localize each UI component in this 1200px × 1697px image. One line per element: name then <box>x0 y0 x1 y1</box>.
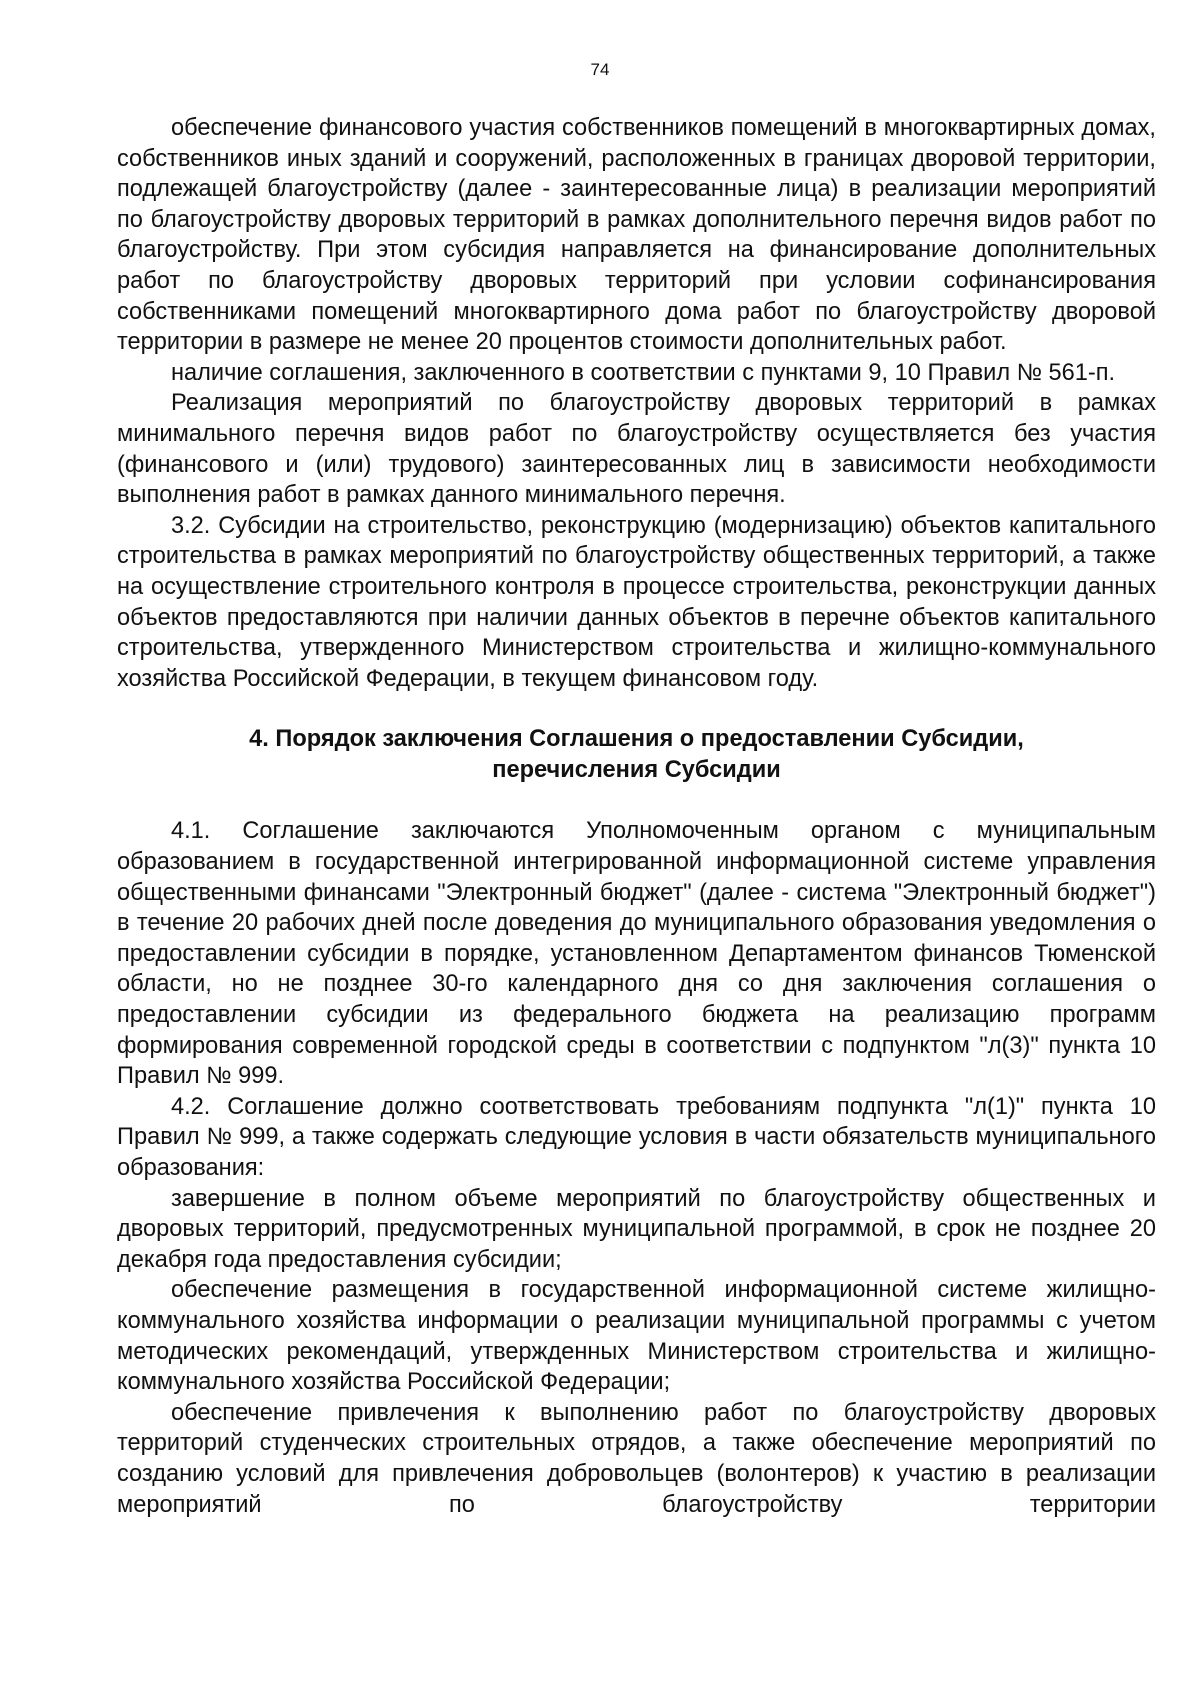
paragraph-agreement-condition: наличие соглашения, заключенного в соответствии с пунктами 9, 10 Правил № 561-п. <box>171 359 1116 386</box>
paragraph-student-teams: обеспечение привлечения к выполнению работ по благоустройству дворовых территорий студенческих строительных отрядов, а также обеспечение мероприятий по созданию условий для привлечения добровольцев (волонтеров) к участию в реализации мероприятий по благоустройству территории <box>117 1399 1156 1518</box>
paragraph-completion-term: завершение в полном объеме мероприятий по благоустройству общественных и дворовых территорий, предусмотренных муниципальной программой, в срок не позднее 20 декабря года предоставления субсидии; <box>117 1185 1156 1273</box>
section-heading-line-2: перечисления Субсидии <box>492 756 781 783</box>
paragraph-4-2: 4.2. Соглашение должно соответствовать требованиям подпункта "л(1)" пункта 10 Правил № 999, а также содержать следующие условия в части обязательств муниципального образования: <box>117 1093 1156 1181</box>
paragraph-4-1: 4.1. Соглашение заключаются Уполномоченным органом с муниципальным образованием в государственной интегрированной информационной системе управления общественными финансами "Электронный бюджет" (далее - система "Электронный бюджет") в течение 20 рабочих дней после доведения до муниципального образования уведомления о предоставлении субсидии в порядке, установленном Департаментом финансов Тюменской области, но не позднее 30-го календарного дня со дня заключения соглашения о предоставлении субсидии из федерального бюджета на реализацию программ формирования современной городской среды в соответствии с подпунктом "л(3)" пункта 10 Правил № 999. <box>117 818 1156 1090</box>
paragraph-gis-housing: обеспечение размещения в государственной информационной системе жилищно-коммунального хозяйства информации о реализации муниципальной программы с учетом методических рекомендаций, утвержденных Министерством строительства и жилищно-коммунального хозяйства Российской Федерации; <box>117 1277 1156 1396</box>
section-heading-line-1: 4. Порядок заключения Соглашения о предоставлении Субсидии, <box>249 726 1024 753</box>
page-number: 74 <box>590 60 610 79</box>
section-heading <box>117 724 1156 785</box>
paragraph-cofinancing-condition: обеспечение финансового участия собственников помещений в многоквартирных домах, собственников иных зданий и сооружений, расположенных в границах дворовой территории, подлежащей благоустройству (далее - заинтересованные лица) в реализации мероприятий по благоустройству дворовых территорий в рамках дополнительного перечня видов работ по благоустройству. При этом субсидия направляется на финансирование дополнительных работ по благоустройству дворовых территорий при условии софинансирования собственниками помещений многоквартирного дома работ по благоустройству дворовой территории в размере не менее 20 процентов стоимости дополнительных работ. <box>117 115 1156 356</box>
paragraph-3-2: 3.2. Субсидии на строительство, реконструкцию (модернизацию) объектов капитального строительства в рамках мероприятий по благоустройству общественных территорий, а также на осуществление строительного контроля в процессе строительства, реконструкции данных объектов предоставляются при наличии данных объектов в перечне объектов капитального строительства, утвержденного Министерством строительства и жилищно-коммунального хозяйства Российской Федерации, в текущем финансовом году. <box>117 512 1156 692</box>
document-body <box>117 113 1156 1520</box>
paragraph-minimal-list: Реализация мероприятий по благоустройству дворовых территорий в рамках минимального перечня видов работ по благоустройству осуществляется без участия (финансового и (или) трудового) заинтересованных лиц в зависимости необходимости выполнения работ в рамках данного минимального перечня. <box>117 390 1156 509</box>
